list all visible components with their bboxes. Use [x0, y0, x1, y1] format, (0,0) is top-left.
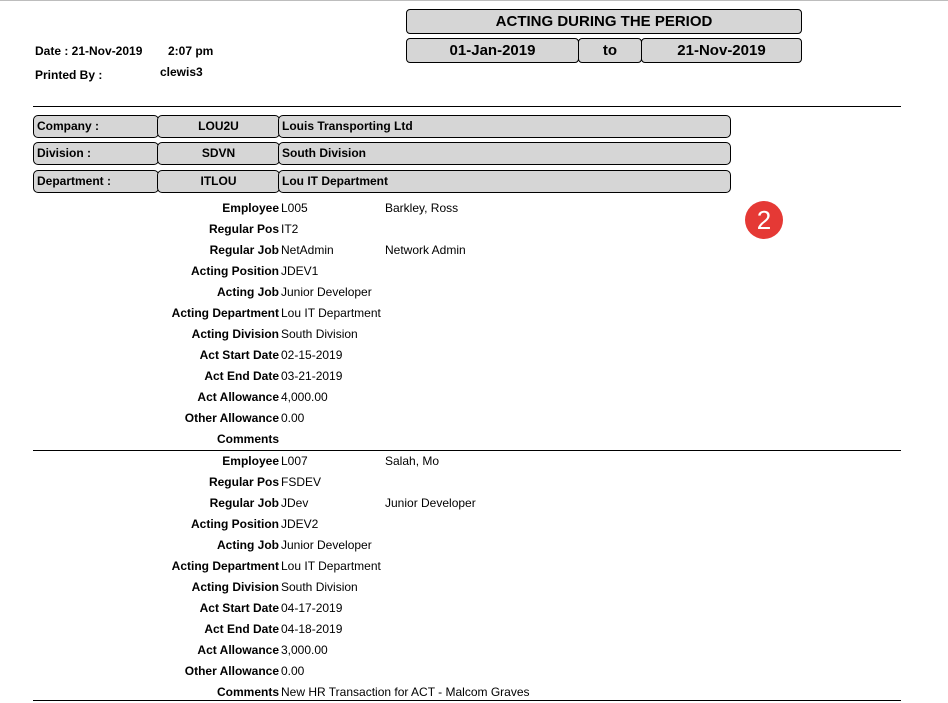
field-label: Other Allowance	[184, 411, 279, 425]
field-label: Acting Department	[171, 306, 279, 320]
field-act-end-date	[0, 620, 948, 640]
field-value: 03-21-2019	[281, 369, 343, 383]
header-divider	[33, 106, 901, 107]
field-act-allowance	[0, 641, 948, 661]
employee-id: L005	[281, 201, 308, 215]
field-label: Regular Job	[209, 243, 279, 257]
department-code: ITLOU	[157, 170, 280, 193]
field-value: 3,000.00	[281, 643, 328, 657]
field-employee	[0, 452, 948, 472]
print-date: Date : 21-Nov-2019	[35, 44, 143, 58]
field-acting-department	[0, 304, 948, 324]
division-name: South Division	[278, 142, 731, 165]
employee-name: Barkley, Ross	[385, 201, 459, 215]
field-label: Regular Pos	[208, 475, 279, 489]
period-to-word: to	[578, 38, 642, 63]
field-acting-position	[0, 262, 948, 282]
field-label: Act End Date	[204, 369, 279, 383]
regular-job-name: Junior Developer	[385, 496, 476, 510]
regular-job-name: Network Admin	[385, 243, 466, 257]
field-value: JDev	[281, 496, 309, 510]
field-label: Acting Position	[191, 264, 279, 278]
field-regular-pos	[0, 473, 948, 493]
department-label: Department :	[33, 170, 159, 193]
print-time: 2:07 pm	[168, 44, 214, 58]
field-label: Other Allowance	[184, 664, 279, 678]
printed-by-user: clewis3	[160, 65, 203, 79]
report-title: ACTING DURING THE PERIOD	[406, 9, 802, 34]
field-other-allowance	[0, 662, 948, 682]
field-value: 04-18-2019	[281, 622, 343, 636]
field-label: Comments	[216, 685, 279, 699]
field-acting-division	[0, 325, 948, 345]
field-value: Junior Developer	[281, 285, 372, 299]
field-label: Employee	[222, 201, 279, 215]
field-acting-job	[0, 536, 948, 556]
employee-id: L007	[281, 454, 308, 468]
period-to: 21-Nov-2019	[641, 38, 802, 63]
field-act-start-date	[0, 599, 948, 619]
field-label: Acting Division	[191, 580, 279, 594]
top-border	[0, 0, 948, 1]
field-value: New HR Transaction for ACT - Malcom Graves	[281, 685, 530, 699]
field-label: Acting Department	[171, 559, 279, 573]
record-divider	[33, 450, 901, 451]
field-value: South Division	[281, 327, 358, 341]
field-value: JDEV2	[281, 517, 319, 531]
company-label: Company :	[33, 115, 159, 138]
field-label: Act Allowance	[197, 643, 279, 657]
division-label: Division :	[33, 142, 159, 165]
field-acting-department	[0, 557, 948, 577]
field-value: FSDEV	[281, 475, 322, 489]
company-name: Louis Transporting Ltd	[278, 115, 731, 138]
field-label: Act Start Date	[199, 601, 279, 615]
field-value: NetAdmin	[281, 243, 334, 257]
field-acting-division	[0, 578, 948, 598]
field-value: 02-15-2019	[281, 348, 343, 362]
company-code: LOU2U	[157, 115, 280, 138]
field-label: Acting Position	[191, 517, 279, 531]
period-from: 01-Jan-2019	[406, 38, 579, 63]
printed-by-label: Printed By :	[35, 68, 103, 82]
field-value: IT2	[281, 222, 299, 236]
field-value: Lou IT Department	[281, 559, 381, 573]
field-act-start-date	[0, 346, 948, 366]
field-comments	[0, 430, 948, 450]
field-label: Regular Job	[209, 496, 279, 510]
division-code: SDVN	[157, 142, 280, 165]
field-label: Acting Job	[217, 285, 279, 299]
field-value: South Division	[281, 580, 358, 594]
field-acting-position	[0, 515, 948, 535]
department-name: Lou IT Department	[278, 170, 731, 193]
field-label: Act End Date	[204, 622, 279, 636]
field-value: 4,000.00	[281, 390, 328, 404]
field-value: Junior Developer	[281, 538, 372, 552]
field-acting-job	[0, 283, 948, 303]
field-value: Lou IT Department	[281, 306, 381, 320]
field-label: Employee	[222, 454, 279, 468]
field-value: 0.00	[281, 664, 305, 678]
field-label: Acting Job	[217, 538, 279, 552]
field-regular-job	[0, 494, 948, 514]
field-label: Comments	[216, 432, 279, 446]
field-label: Act Start Date	[199, 348, 279, 362]
field-value: JDEV1	[281, 264, 319, 278]
step-badge: 2	[745, 201, 783, 239]
record-divider	[33, 700, 901, 701]
field-act-allowance	[0, 388, 948, 408]
field-employee	[0, 199, 948, 219]
field-value: 0.00	[281, 411, 305, 425]
field-value: 04-17-2019	[281, 601, 343, 615]
field-act-end-date	[0, 367, 948, 387]
field-regular-job	[0, 241, 948, 261]
employee-name: Salah, Mo	[385, 454, 440, 468]
field-other-allowance	[0, 409, 948, 429]
field-regular-pos	[0, 220, 948, 240]
field-label: Regular Pos	[208, 222, 279, 236]
field-label: Acting Division	[191, 327, 279, 341]
field-label: Act Allowance	[197, 390, 279, 404]
